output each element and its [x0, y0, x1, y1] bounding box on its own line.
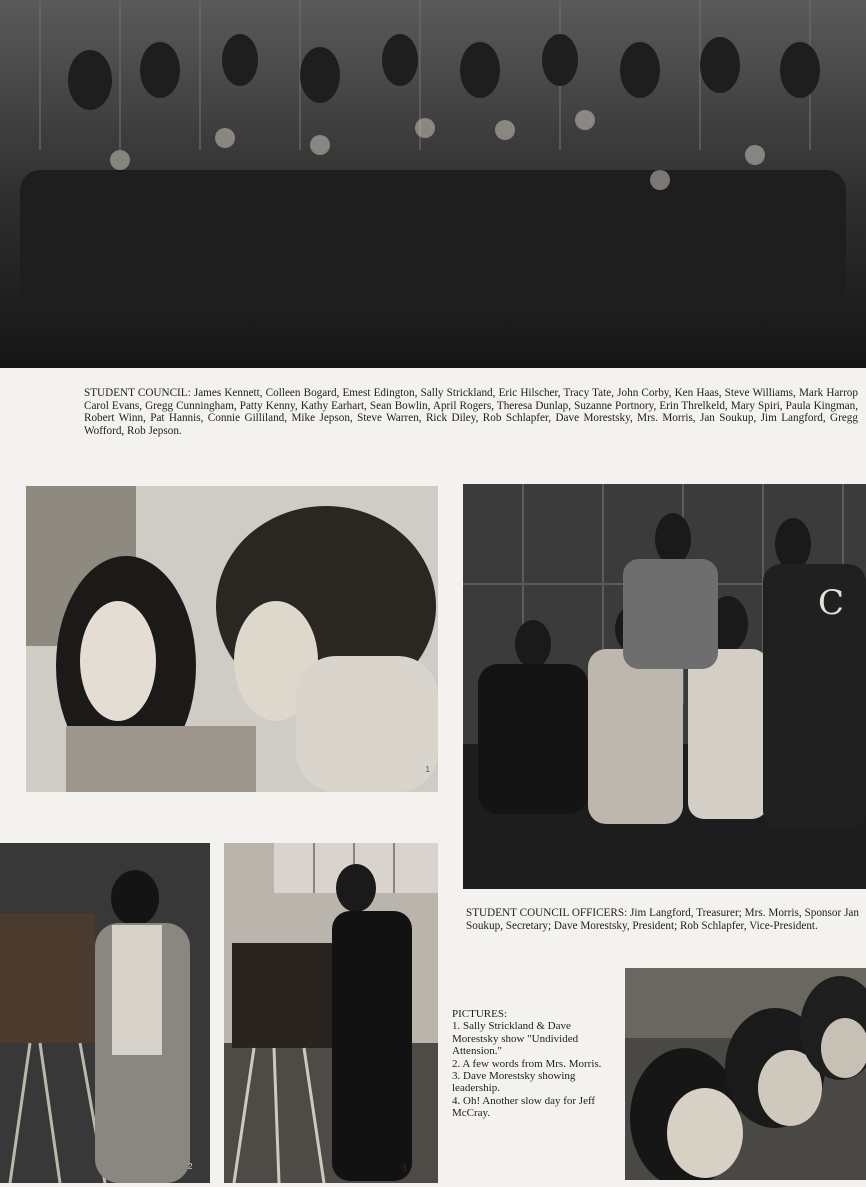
pictures-item-2: 2. A few words from Mrs. Morris.	[452, 1057, 602, 1070]
pictures-legend	[452, 1008, 614, 1120]
photo-2-mrs-morris	[0, 843, 210, 1183]
svg-text:C: C	[818, 583, 845, 623]
photo-4-jeff-mccray	[625, 968, 866, 1180]
photo-number-3: 3	[402, 1164, 407, 1173]
pictures-item-1: 1. Sally Strickland & Dave Morestsky show "Undivided Attension."	[452, 1020, 579, 1058]
photo-council-officers	[463, 484, 866, 889]
student-council-caption: STUDENT COUNCIL: James Kennett, Colleen Bogard, Emest Edington, Sally Strickland, Eric Hilscher, Tracy Tate, John Corby, Ken Haas, Steve Williams, Mark Harrop Carol Evans, Gregg Cunningham, Patty Kenny, Kathy Earhart, Sean Bowlin, April Rogers, Theresa Dunlap, Suzanne Portnory, Erin Threlkeld, Mary Spiri, Paula Kingman, Robert Winn, Pat Hannis, Connie Gilliland, Mike Jepson, Steve Warren, Rick Diley, Rob Schlapfer, Dave Morestsky, Mrs. Morris, Jan Soukup, Jim Langford, Gregg Wofford, Rob Jepson.	[84, 387, 858, 437]
photo-number-2: 2	[188, 1162, 193, 1171]
photo-1-undivided-attention	[26, 486, 438, 792]
group-photo-student-council	[0, 0, 866, 368]
pictures-heading: PICTURES:	[452, 1008, 508, 1020]
pictures-item-4: 4. Oh! Another slow day for Jeff McCray.	[452, 1094, 596, 1120]
photo-number-1: 1	[425, 765, 430, 774]
officers-caption: STUDENT COUNCIL OFFICERS: Jim Langford, Treasurer; Mrs. Morris, Sponsor Jan Soukup, Secretary; Dave Morestsky, President; Rob Schlapfer, Vice-President.	[466, 907, 859, 932]
photo-3-dave-morestsky	[224, 843, 438, 1183]
pictures-item-3: 3. Dave Morestsky showing leadership.	[452, 1070, 576, 1095]
